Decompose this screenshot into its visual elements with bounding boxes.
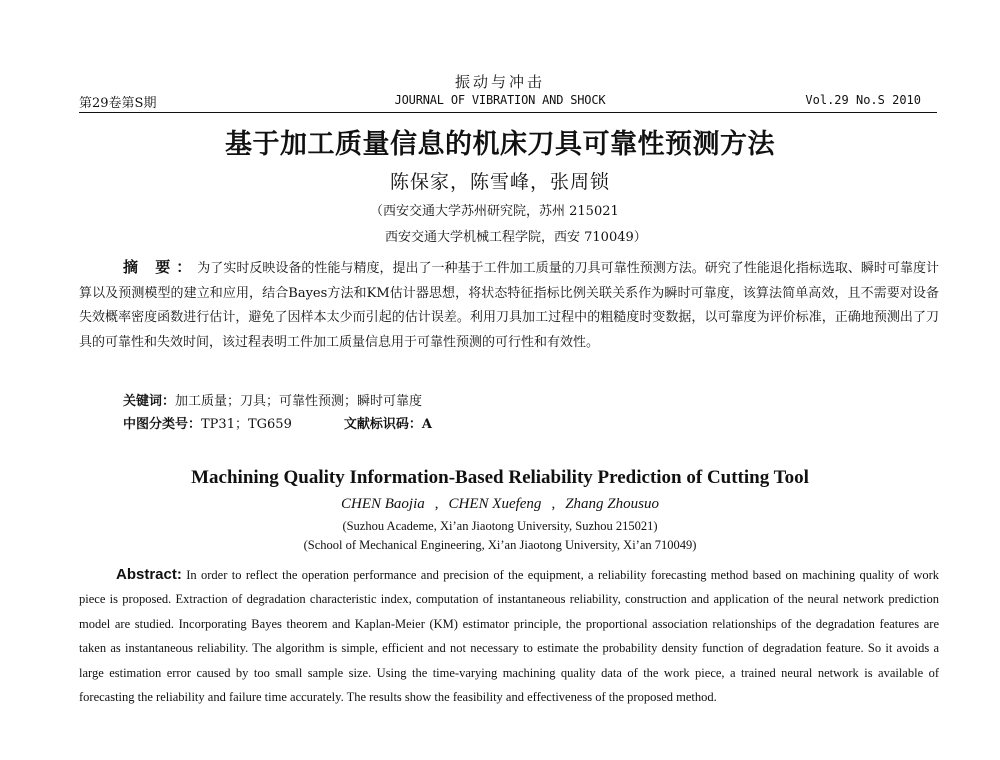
author-separator: , — [434, 496, 439, 512]
abstract-cn — [79, 255, 939, 355]
issue-info-cn: 第29卷第S期 — [79, 96, 157, 111]
issue-info-en: Vol.29 No.S 2010 — [805, 93, 921, 107]
classification — [123, 413, 432, 432]
affiliation-cn-1: （西安交通大学苏州研究院，苏州 215021 — [370, 204, 619, 219]
keywords — [123, 390, 422, 409]
authors-cn: 陈保家，陈雪峰，张周锁 — [389, 171, 610, 193]
paper-title-en: Machining Quality Information-Based Reliability Prediction of Cutting Tool — [191, 467, 809, 488]
clc-label: 中图分类号： — [123, 417, 202, 432]
paper-title-cn: 基于加工质量信息的机床刀具可靠性预测方法 — [225, 129, 775, 160]
author-en-1: CHEN Baojia — [341, 496, 425, 512]
author-separator: , — [551, 496, 556, 512]
abstract-cn-text: 为了实时反映设备的性能与精度，提出了一种基于工件加工质量的刀具可靠性预测方法。研究了性能退化指标选取、瞬时可靠度计算以及预测模型的建立和应用，结合Bayes方法和KM估计器思想，将状态特征指标比例关联关系作为瞬时可靠度，该算法简单高效，且不需要对设备失效概率密度函数进行估计，避免了因样本太少而引起的估计误差。利用刀具加工过程中的粗糙度时变数据，以可靠度为评价标准，正确地预测出了刀具的可靠性和失效时间，该过程表明工件加工质量信息用于可靠性预测的可行性和有效性。 — [79, 261, 939, 350]
abstract-cn-label: 摘 要： — [123, 258, 198, 276]
authors-en — [0, 496, 1000, 513]
clc-value: TP31；TG659 — [201, 417, 292, 432]
keywords-label: 关键词： — [123, 394, 176, 409]
abstract-en-text: In order to reflect the operation performance and precision of the equipment, a reliability forecasting method based on machining quality of work piece is proposed. Extraction of degradation characteristic index, computation of instantaneous reliability, construction and application of the neural network prediction model are studied. Incorporating Bayes theorem and Kaplan-Meier (KM) estimator principle, the proportional association relationships of the degradation features are taken as instantaneous reliability. The algorithm is simple, efficient and not necessary to estimate the probability density function of degradation feature. So it avoids a large estimation error caused by too small sample size. Using the time-varying machining quality data of the work piece, a trained neural network is available of forecasting the reliability and failure time accurately. The results show the feasibility and effectiveness of the proposed method. — [79, 568, 940, 705]
doc-code-value: A — [421, 417, 432, 432]
journal-name-en: JOURNAL OF VIBRATION AND SHOCK — [394, 93, 606, 107]
author-en-3: Zhang Zhousuo — [565, 496, 659, 512]
abstract-en — [79, 563, 939, 709]
author-en-2: CHEN Xuefeng — [448, 496, 542, 512]
keywords-text: 加工质量；刀具；可靠性预测；瞬时可靠度 — [175, 394, 423, 409]
doc-code-label: 文献标识码： — [343, 417, 422, 432]
journal-name-cn: 振动与冲击 — [454, 73, 545, 91]
affiliation-en-1: (Suzhou Academe, Xi’an Jiaotong University, Suzhou 215021) — [342, 519, 658, 533]
abstract-en-label: Abstract: — [116, 566, 182, 583]
header-rule — [79, 112, 937, 113]
affiliation-cn-2: 西安交通大学机械工程学院，西安 710049） — [385, 230, 647, 245]
affiliation-en-2: (School of Mechanical Engineering, Xi’an Jiaotong University, Xi’an 710049) — [303, 538, 697, 552]
